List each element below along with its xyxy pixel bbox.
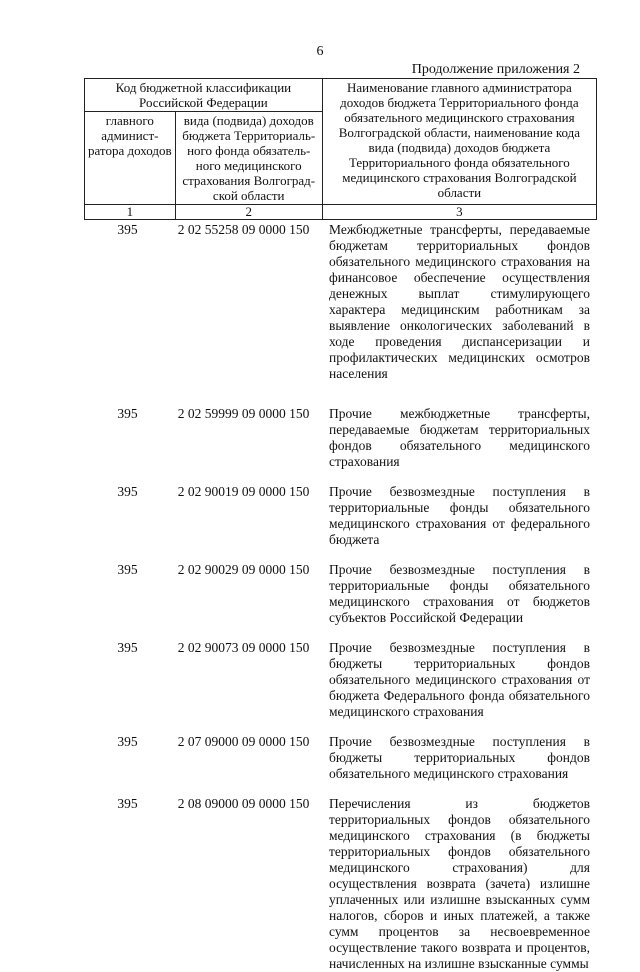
continuation-label: Продолжение приложения 2 [411, 62, 580, 77]
income-name: Прочие безвозмездные поступления в бюджеты территориальных фондов обязательного медицинского страхования от бюджета Федерального фонда обязательного медицинского страхования [329, 640, 590, 719]
table-row [84, 222, 597, 382]
income-code: 2 02 90019 09 0000 150 [177, 484, 310, 499]
table-row [84, 796, 597, 972]
admin-code: 395 [117, 222, 138, 237]
income-name: Прочие безвозмездные поступления в территориальные фонды обязательного медицинского страхования от федерального бюджета [329, 484, 590, 547]
admin-code: 395 [117, 562, 138, 577]
table-row [84, 406, 597, 470]
income-name: Перечисления из бюджетов территориальных фондов обязательного медицинского страхования (в бюджеты территориальных фондов обязательного медицинского страхования) для осуществления возврата (зачета) излишне уплаченных или излишне взысканных сумм налогов, сборов и иных платежей, а также сумм процентов за несвоевременное осуществление такого возврата и процентов, начисленных на излишне взысканные суммы [329, 796, 590, 971]
header-col3: Наименование главного администратора доходов бюджета Территориального фонда обязательного медицинского страхования Волгоградской области, наименование кода вида (подвида) доходов бюджета Территориального фонда обязательного медицинского страхования Волгоградской области [322, 79, 596, 205]
table-body [84, 222, 597, 972]
income-code: 2 08 09000 09 0000 150 [177, 796, 310, 811]
table-row [84, 562, 597, 626]
admin-code: 395 [117, 796, 138, 811]
income-code: 2 02 59999 09 0000 150 [177, 406, 310, 421]
income-name: Прочие безвозмездные поступления в территориальные фонды обязательного медицинского страхования от бюджетов субъектов Российской Федерации [329, 562, 590, 625]
admin-code: 395 [117, 640, 138, 655]
income-code: 2 02 90029 09 0000 150 [177, 562, 310, 577]
page-number: 6 [316, 44, 324, 59]
table-row [84, 734, 597, 782]
income-name: Прочие межбюджетные трансферты, передаваемые бюджетам территориальных фондов обязательного медицинского страхования [329, 406, 590, 469]
admin-code: 395 [117, 484, 138, 499]
income-name: Прочие безвозмездные поступления в бюджеты территориальных фондов обязательного медицинского страхования [329, 734, 590, 781]
table-row [84, 640, 597, 720]
income-code: 2 02 90073 09 0000 150 [177, 640, 310, 655]
header-num-3: 3 [322, 205, 596, 220]
header-num-2: 2 [175, 205, 322, 220]
income-code: 2 02 55258 09 0000 150 [177, 222, 310, 237]
admin-code: 395 [117, 734, 138, 749]
header-code-group: Код бюджетной классификации Российской Федерации [85, 79, 323, 112]
admin-code: 395 [117, 406, 138, 421]
header-col2: вида (подвида) доходов бюджета Территориаль-ного фонда обязатель-ного медицинского страхования Волгоград-ской области [175, 112, 322, 205]
income-name: Межбюджетные трансферты, передаваемые бюджетам территориальных фондов обязательного медицинского страхования на финансовое обеспечение осуществления денежных выплат стимулирующего характера медицинским работникам за выявление онкологических заболеваний в ходе проведения диспансеризации и профилактических медицинских осмотров населения [329, 222, 590, 381]
table-row [84, 484, 597, 548]
income-code: 2 07 09000 09 0000 150 [177, 734, 310, 749]
header-num-1: 1 [85, 205, 176, 220]
header-table [84, 78, 597, 220]
header-col1: главного админист-ратора доходов [85, 112, 176, 205]
